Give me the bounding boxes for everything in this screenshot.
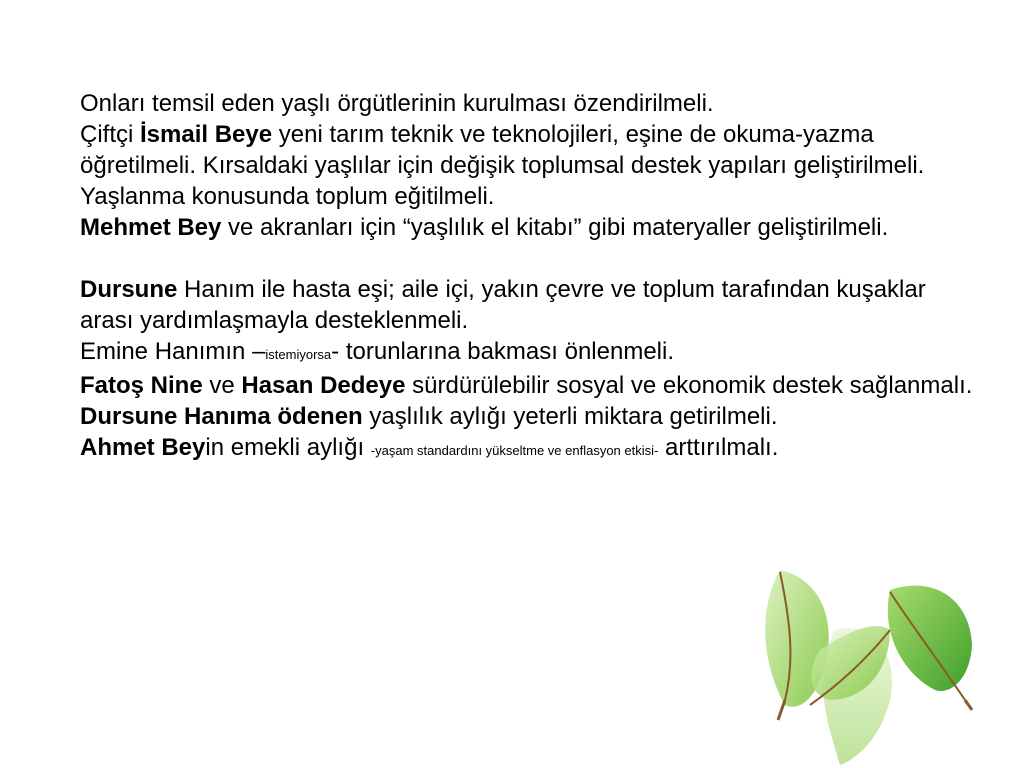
- line-2-text-b: yeni tarım teknik ve teknolojileri, eşine de okuma-yazma öğretilmeli. Kırsaldaki yaşlılar için değişik toplumsal destek yapıları geliştirilmeli.: [80, 121, 925, 179]
- green-leaves-icon: [740, 560, 1010, 768]
- line-9-text-a: in emekli aylığı: [205, 434, 371, 461]
- slide-body: [80, 88, 980, 466]
- line-7-bold-a: Fatoş Nine: [80, 372, 203, 399]
- line-6-text-b: - torunlarına bakması önlenmeli.: [331, 338, 675, 365]
- line-2-bold: İsmail Beye: [140, 121, 273, 148]
- line-5-bold: Dursune: [80, 276, 178, 303]
- line-6: [80, 336, 980, 370]
- line-7-text-b: sürdürülebilir sosyal ve ekonomik destek sağlanmalı.: [405, 372, 973, 399]
- line-9: [80, 432, 980, 466]
- line-1: [80, 88, 980, 119]
- line-2: [80, 119, 980, 181]
- line-3-text: Yaşlanma konusunda toplum eğitilmeli.: [80, 183, 495, 210]
- line-9-text-b: arttırılmalı.: [658, 434, 779, 461]
- line-9-bold: Ahmet Bey: [80, 434, 206, 461]
- line-7: [80, 370, 980, 401]
- blank-line: [80, 243, 980, 274]
- line-8-bold: Dursune Hanıma ödenen: [80, 403, 363, 430]
- line-6-small: istemiyorsa: [265, 347, 332, 362]
- line-6-text-a: Emine Hanımın –: [80, 338, 266, 365]
- line-7-bold-b: Hasan Dedeye: [241, 372, 406, 399]
- line-9-small: -yaşam standardını yükseltme ve enflasyon etkisi-: [370, 443, 659, 458]
- line-8: [80, 401, 980, 432]
- line-3: [80, 181, 980, 212]
- line-8-text: yaşlılık aylığı yeterli miktara getirilmeli.: [362, 403, 778, 430]
- line-5-text: Hanım ile hasta eşi; aile içi, yakın çevre ve toplum tarafından kuşaklar arası yardımlaşmayla desteklenmeli.: [80, 276, 926, 334]
- line-4-text: ve akranları için “yaşlılık el kitabı” gibi materyaller geliştirilmeli.: [221, 214, 889, 241]
- line-4: [80, 212, 980, 243]
- line-2-text-a: Çiftçi: [80, 121, 140, 148]
- line-4-bold: Mehmet Bey: [80, 214, 222, 241]
- line-5: [80, 274, 980, 336]
- line-7-text-a: ve: [202, 372, 242, 399]
- line-1-text: Onları temsil eden yaşlı örgütlerinin kurulması özendirilmeli.: [80, 90, 714, 117]
